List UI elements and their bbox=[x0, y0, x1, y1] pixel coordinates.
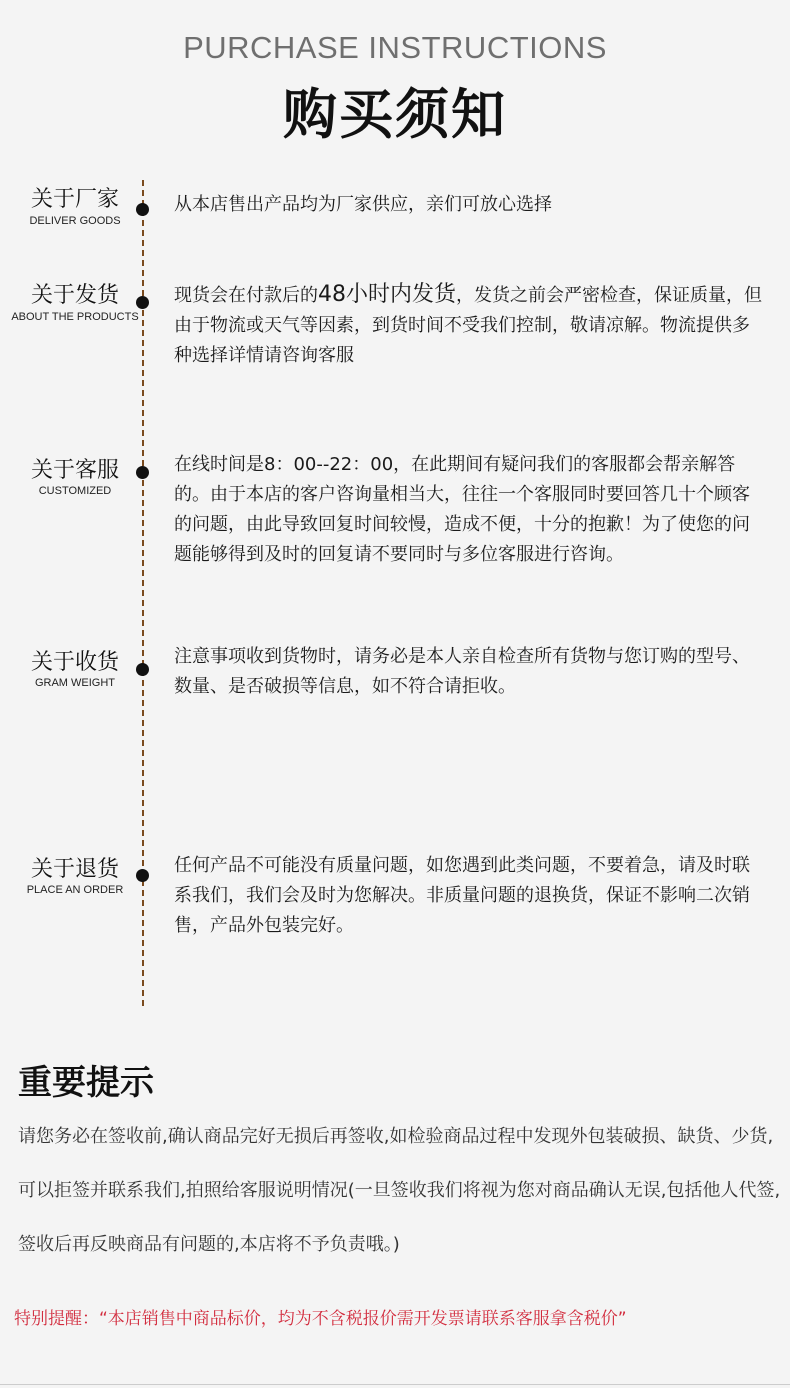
section-text bbox=[174, 280, 764, 371]
section-title: 关于退货 bbox=[30, 857, 119, 882]
important-title: 重要提示 bbox=[18, 1063, 154, 1103]
section-text: 注意事项收到货物时，请务必是本人亲自检查所有货物与您订购的型号、数量、是否破损等信息，如不符合请拒收。 bbox=[174, 646, 750, 697]
section-title: 关于收货 bbox=[30, 650, 119, 675]
section-text-highlight: 48小时内发货 bbox=[318, 282, 456, 307]
section-subtitle: ABOUT THE PRODUCTS bbox=[11, 311, 139, 323]
timeline-dot-icon bbox=[136, 296, 149, 309]
section-text-end: ，发货之前会严密检查，保证质量，但由于物流或天气等因素，到货时间不受我们控制，敬请凉解。物流提供多种选择详情请咨询客服 bbox=[174, 285, 762, 366]
section-text: 任何产品不可能没有质量问题，如您遇到此类问题，不要着急，请及时联系我们，我们会及时为您解决。非质量问题的退换货，保证不影响二次销售，产品外包装完好。 bbox=[174, 855, 750, 936]
section-text: 从本店售出产品均为厂家供应，亲们可放心选择 bbox=[174, 194, 552, 215]
timeline-dot-icon bbox=[136, 663, 149, 676]
section-subtitle: PLACE AN ORDER bbox=[26, 884, 124, 896]
timeline-dot-icon bbox=[136, 203, 149, 216]
section-subtitle: DELIVER GOODS bbox=[29, 215, 121, 227]
timeline-dot-icon bbox=[136, 466, 149, 479]
section-title: 关于客服 bbox=[30, 458, 119, 483]
timeline-dot-icon bbox=[136, 869, 149, 882]
section-text-start: 现货会在付款后的 bbox=[174, 285, 318, 306]
section-title: 关于发货 bbox=[30, 283, 119, 308]
special-notice: 特别提醒：“本店销售中商品标价，均为不含税报价需开发票请联系客服拿含税价” bbox=[14, 1309, 627, 1329]
section-text: 在线时间是8：00--22：00，在此期间有疑问我们的客服都会帮亲解答的。由于本店的客户咨询量相当大，往往一个客服同时要回答几十个顾客的问题，由此导致回复时间较慢，造成不便，十分的抱歉！为了使您的问题能够得到及时的回复请不要同时与多位客服进行咨询。 bbox=[174, 454, 750, 565]
section-subtitle: GRAM WEIGHT bbox=[34, 677, 116, 689]
bottom-divider bbox=[0, 1384, 790, 1385]
section-subtitle: CUSTOMIZED bbox=[38, 485, 112, 497]
header-title-en: PURCHASE INSTRUCTIONS bbox=[183, 30, 607, 65]
important-text: 请您务必在签收前,确认商品完好无损后再签收,如检验商品过程中发现外包装破损、缺货、少货,可以拒签并联系我们,拍照给客服说明情况(一旦签收我们将视为您对商品确认无误,包括他人代签,签收后再反映商品有问题的,本店将不予负责哦。) bbox=[18, 1126, 781, 1255]
section-title: 关于厂家 bbox=[30, 187, 119, 212]
header-title-cn: 购买须知 bbox=[283, 83, 507, 146]
